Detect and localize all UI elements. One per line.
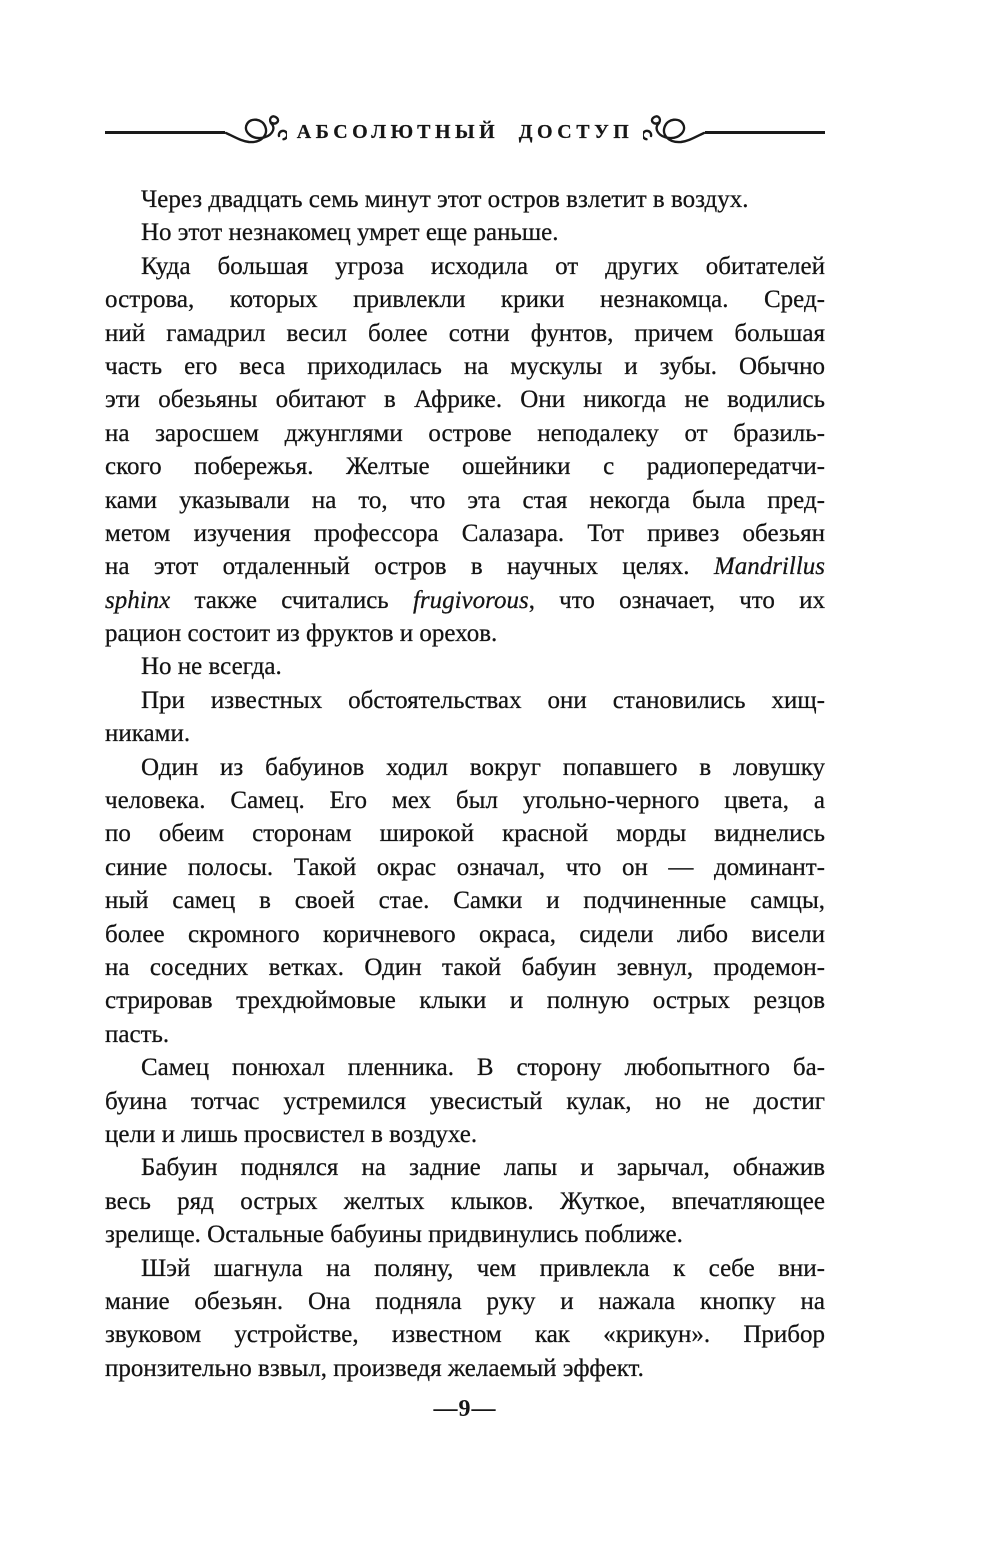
text-line: Бабуин поднялся на задние лапы и зарычал, обнажив	[141, 1154, 825, 1182]
latin-italic-text: Mandrillus	[713, 553, 825, 581]
paragraph	[105, 1252, 825, 1386]
page-number: —9—	[433, 1396, 497, 1422]
paragraph	[105, 1151, 825, 1251]
text-line: пасть.	[105, 1020, 170, 1048]
text-line: часть его веса приходилась на мускулы и зубы. Обычно	[105, 352, 825, 380]
text-block	[105, 183, 825, 1385]
text-line: зрелище. Остальные бабуины придвинулись поближе.	[105, 1221, 683, 1249]
text-segment: , что означает, что их	[528, 586, 825, 614]
text-line: стрировав трехдюймовые клыки и полную острых резцов	[105, 987, 825, 1015]
paragraph	[105, 216, 825, 249]
text-line: ками указывали на то, что эта стая некогда была пред-	[105, 486, 825, 514]
text-line: звуковом устройстве, известном как «крикун». Прибор	[105, 1321, 825, 1349]
text-segment: также считались	[170, 586, 413, 614]
text-line: весь ряд острых желтых клыков. Жуткое, впечатляющее	[105, 1187, 825, 1215]
text-line: ского побережья. Желтые ошейники с радиопередатчи-	[105, 453, 825, 481]
text-line: человека. Самец. Его мех был угольно-черного цвета, а	[105, 787, 825, 815]
paragraph	[105, 650, 825, 683]
paragraph	[105, 1051, 825, 1151]
text-line: Но не всегда.	[141, 653, 282, 681]
text-line: Самец понюхал пленника. В сторону любопытного ба-	[141, 1054, 825, 1082]
text-line: ний гамадрил весил более сотни фунтов, причем большая	[105, 319, 825, 347]
text-line: Но этот незнакомец умрет еще раньше.	[141, 219, 559, 247]
paragraph	[105, 250, 825, 651]
text-line: на соседних ветках. Один такой бабуин зевнул, продемон-	[105, 953, 825, 981]
latin-italic-text: sphinx	[105, 586, 171, 614]
text-line: синие полосы. Такой окрас означал, что он — доминант-	[105, 853, 825, 881]
header-rule-left	[105, 131, 225, 134]
text-line: никами.	[105, 720, 191, 748]
text-line	[105, 550, 825, 583]
flourish-ornament-right-icon	[643, 110, 705, 154]
text-line: на заросшем джунглями острове неподалеку от бразиль-	[105, 419, 825, 447]
text-line: Один из бабуинов ходил вокруг попавшего в ловушку	[141, 753, 825, 781]
text-line: более скромного коричневого окраса, сидели либо висели	[105, 920, 825, 948]
text-line: цели и лишь просвистел в воздухе.	[105, 1120, 478, 1148]
chapter-title: АБСОЛЮТНЫЙ ДОСТУП	[296, 120, 634, 143]
latin-italic-text: frugivorous	[412, 586, 529, 614]
text-line: буина тотчас устремился увесистый кулак, но не достиг	[105, 1087, 825, 1115]
text-line: Через двадцать семь минут этот остров взлетит в воздух.	[141, 186, 749, 213]
header-rule-right	[705, 131, 825, 134]
flourish-ornament-left-icon	[225, 110, 287, 154]
text-line: рацион состоит из фруктов и орехов.	[105, 620, 498, 648]
text-line: ный самец в своей стае. Самки и подчиненные самцы,	[105, 887, 825, 915]
text-line: При известных обстоятельствах они становились хищ-	[141, 686, 825, 714]
text-segment: на этот отдаленный остров в научных целях.	[105, 553, 714, 581]
running-head	[105, 108, 825, 156]
paragraph	[105, 183, 825, 216]
paragraph	[105, 684, 825, 751]
text-line: метом изучения профессора Салазара. Тот привез обезьян	[105, 519, 825, 547]
text-line: мание обезьян. Она подняла руку и нажала кнопку на	[105, 1287, 825, 1315]
text-line: по обеим сторонам широкой красной морды виднелись	[105, 820, 825, 848]
text-line: Куда большая угроза исходила от других обитателей	[141, 252, 825, 280]
paragraph	[105, 751, 825, 1052]
text-line: пронзительно взвыл, произведя желаемый эффект.	[105, 1354, 644, 1382]
text-line	[105, 584, 825, 617]
text-line: острова, которых привлекли крики незнакомца. Сред-	[105, 286, 825, 314]
text-line: Шэй шагнула на поляну, чем привлекла к себе вни-	[141, 1254, 825, 1282]
text-line: эти обезьяны обитают в Африке. Они никогда не водились	[105, 386, 825, 414]
